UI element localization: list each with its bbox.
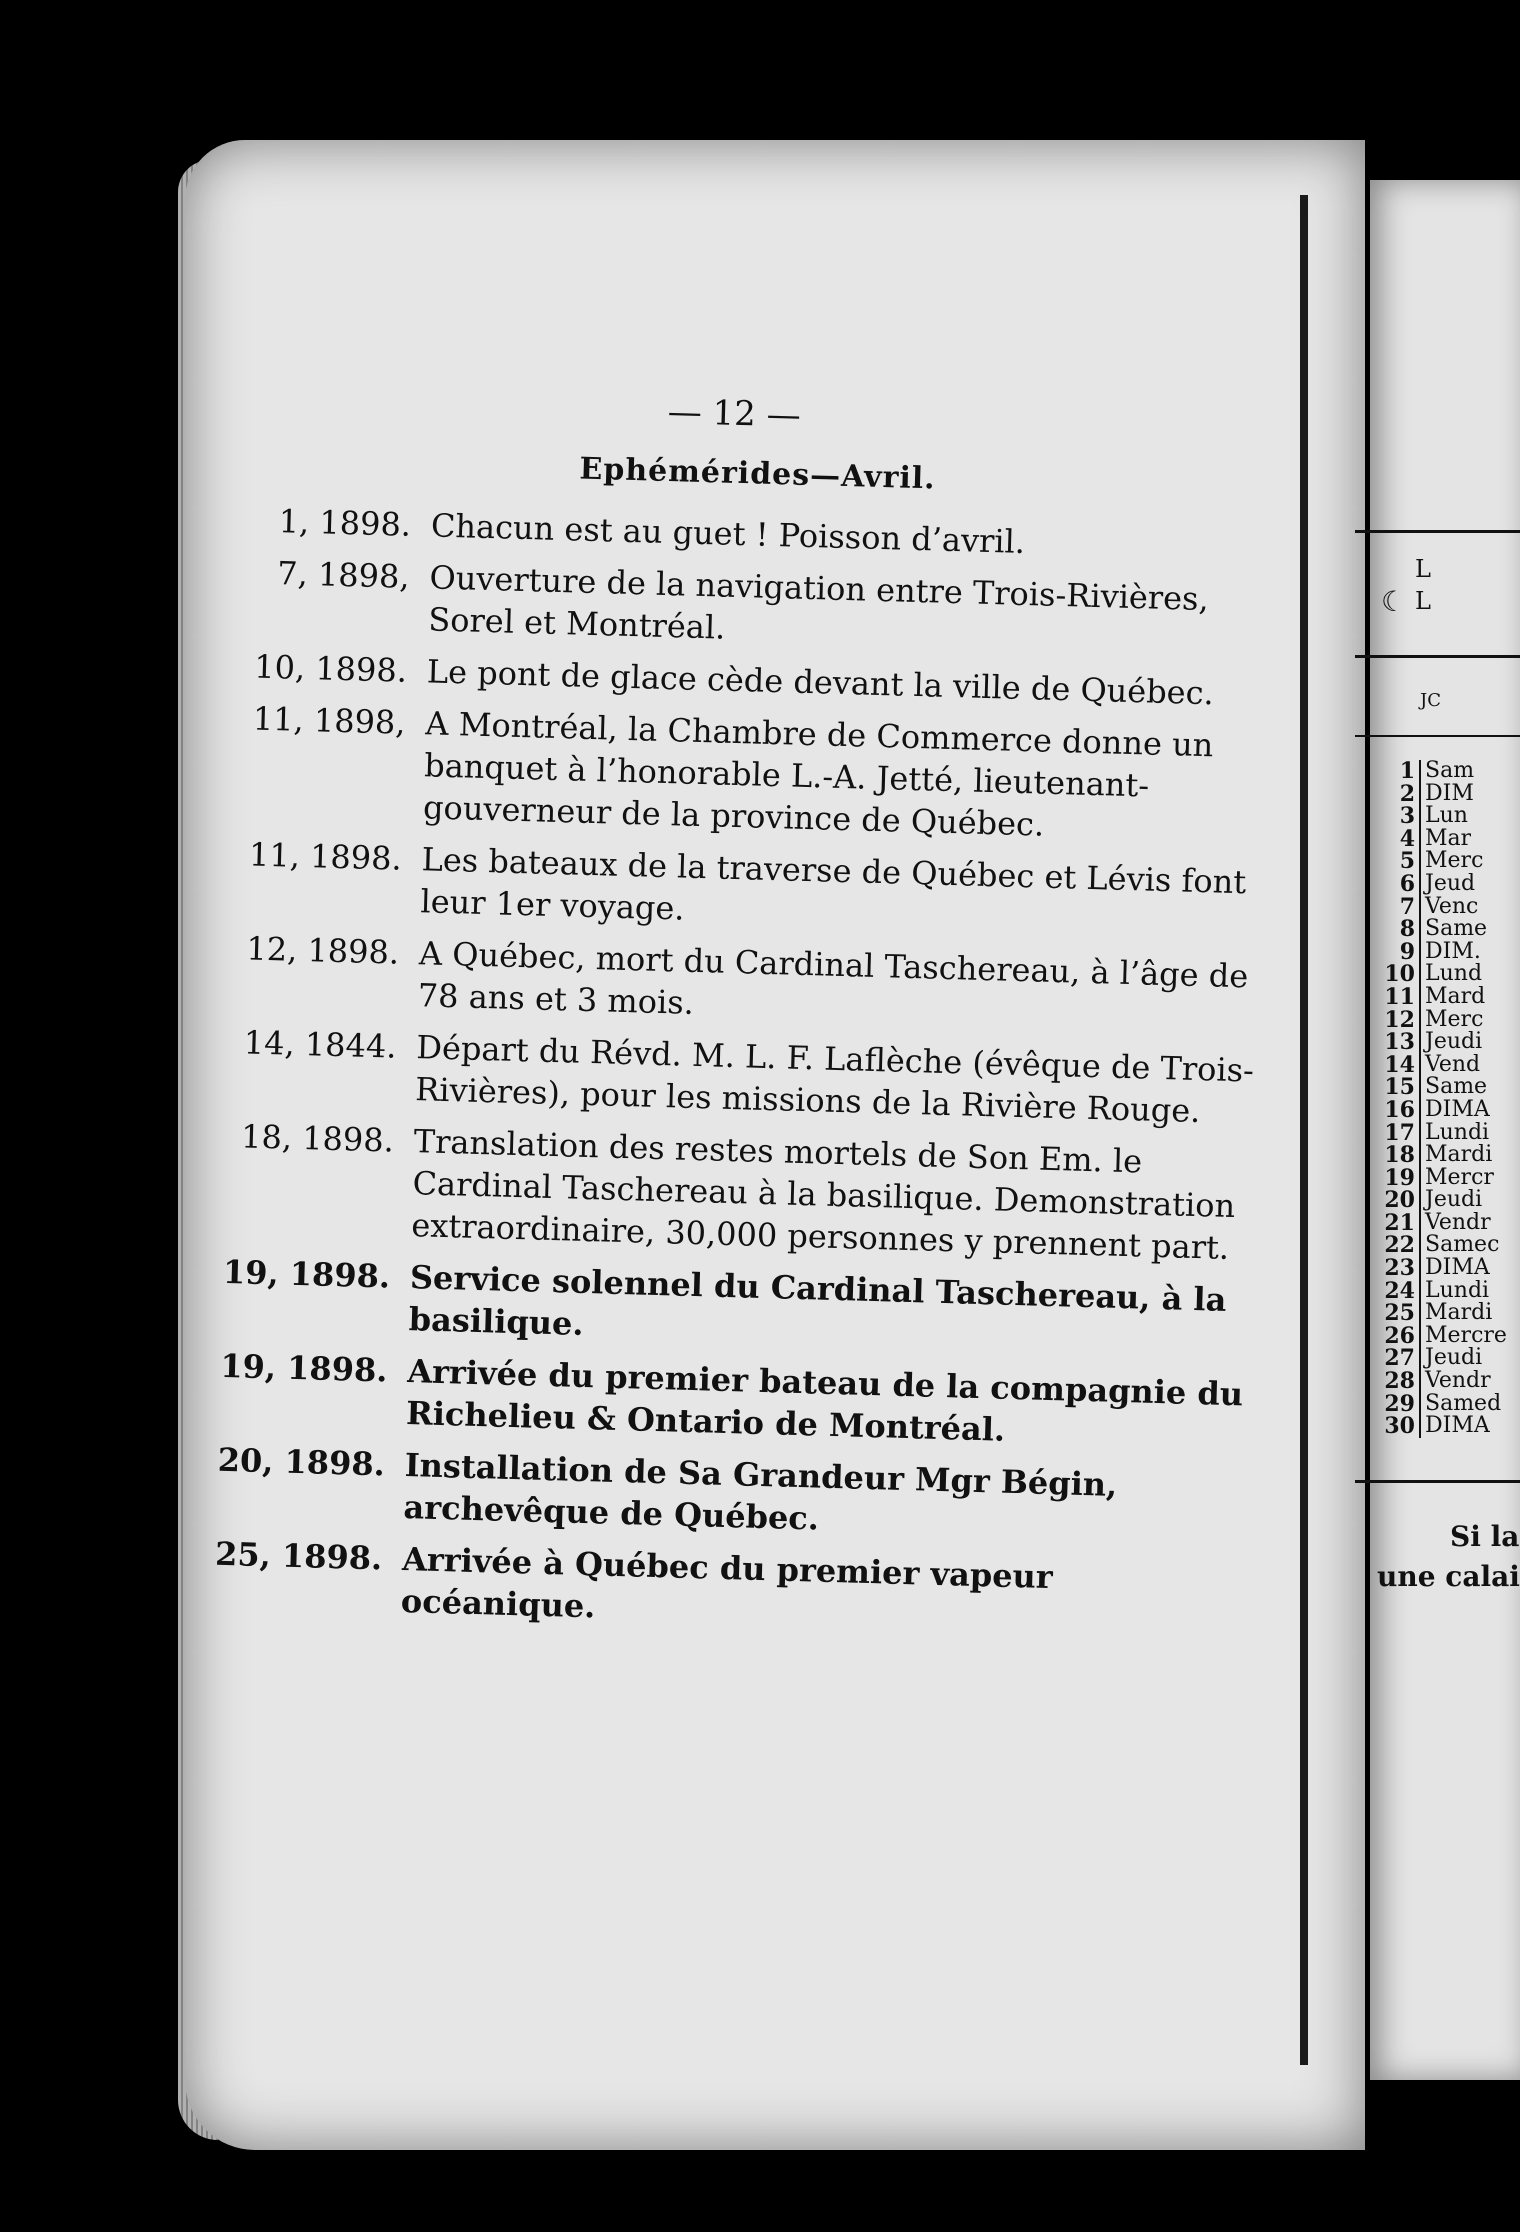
entry-date: 18, 1898. [240,1117,395,1160]
calendar-day-row [1365,983,1520,1010]
calendar-day-row [1365,1096,1520,1123]
calendar-day-number: 4 [1365,828,1421,851]
entry-date: 25, 1898. [214,1534,383,1578]
entry-text: Chacun est au guet ! Poisson d’avril. [430,506,1026,561]
page-number: — 12 — [667,391,802,436]
calendar-day-name: Jeud [1425,872,1476,896]
ephemeris-entry [228,697,1281,852]
calendar-day-name: Lund [1425,963,1483,986]
entry-date: 7, 1898, [276,554,411,596]
calendar-day-list [1365,760,1520,1438]
calendar-day-row [1365,1322,1520,1349]
calendar-day-name: Lun [1425,805,1468,828]
calendar-note-line-2: une calai [1377,1560,1520,1593]
calendar-day-number: 29 [1365,1393,1421,1416]
calendar-day-row [1365,1415,1520,1438]
calendar-day-row [1365,1189,1520,1212]
calendar-day-number: 27 [1365,1347,1421,1370]
ephemeris-entry [220,1021,1272,1134]
calendar-day-number: 12 [1365,1009,1421,1032]
calendar-day-name: Merc [1425,1008,1484,1032]
calendar-day-name: Mercr [1425,1166,1494,1190]
calendar-day-row [1365,870,1520,897]
entry-text: Service solennel du Cardinal Taschereau, à la basilique. [408,1258,1227,1343]
calendar-day-name: DIMA [1425,1098,1490,1122]
ephemeris-entry [205,1533,1257,1646]
calendar-day-name: Samed [1425,1392,1502,1416]
calendar-day-number: 18 [1365,1144,1421,1167]
calendar-header: L [1415,555,1431,583]
calendar-day-number: 30 [1365,1415,1421,1438]
calendar-day-name: Venc [1425,895,1479,919]
calendar-day-name: Jeudi [1425,1189,1483,1212]
entry-text: Les bateaux de la traverse de Québec et Lévis font leur 1er voyage. [419,840,1247,928]
calendar-day-name: Same [1425,1076,1488,1099]
calendar-day-number: 17 [1365,1122,1421,1145]
calendar-day-row [1365,1347,1520,1370]
calendar-day-name: Mar [1425,827,1472,851]
calendar-day-number: 25 [1365,1302,1421,1325]
calendar-day-row [1365,1031,1520,1054]
calendar-day-row [1365,1164,1520,1191]
ephemeris-entry [225,833,1277,946]
calendar-day-row [1365,1390,1520,1417]
calendar-day-name: DIMA [1425,1257,1490,1280]
calendar-day-number: 21 [1365,1212,1421,1235]
ephemeris-entry [233,551,1285,664]
calendar-day-name: Mardi [1425,1144,1493,1167]
calendar-day-name: Lundi [1425,1121,1490,1145]
calendar-day-row [1365,1144,1520,1167]
calendar-day-name: Merc [1425,850,1484,873]
calendar-day-number: 11 [1365,986,1421,1009]
calendar-day-name: Vendr [1425,1370,1491,1393]
ephemeris-entry [216,1115,1269,1270]
calendar-day-row [1365,1234,1520,1257]
ephemeris-entry [213,1251,1265,1364]
calendar-day-row [1365,1119,1520,1146]
calendar-day-number: 10 [1365,963,1421,986]
entry-date: 14, 1844. [243,1023,397,1066]
entry-text: Translation des restes mortels de Son Em. le Cardinal Taschereau à la basilique. Demonstration extraordinaire, 30,000 personnes y prennent part. [410,1122,1236,1267]
calendar-day-name: Same [1425,918,1488,941]
calendar-day-row [1365,918,1520,941]
calendar-day-row [1365,1209,1520,1236]
calendar-day-row [1365,780,1520,807]
calendar-day-row [1365,1302,1520,1325]
entry-text: Départ du Révd. M. L. F. Laflèche (évêque de Trois-Rivières), pour les missions de la Rivière Rouge. [414,1028,1255,1131]
calendar-day-row [1365,1277,1520,1304]
entry-text: Arrivée du premier bateau de la compagnie du Richelieu & Ontario de Montréal. [405,1352,1244,1449]
calendar-day-number: 8 [1365,918,1421,941]
calendar-day-name: Lundi [1425,1279,1490,1303]
calendar-day-number: 14 [1365,1054,1421,1077]
calendar-day-number: 23 [1365,1257,1421,1280]
calendar-bottom-rule [1355,1480,1520,1483]
calendar-day-number: 2 [1365,783,1421,806]
calendar-day-number: 15 [1365,1076,1421,1099]
entry-text: A Québec, mort du Cardinal Taschereau, à l’âge de 78 ans et 3 mois. [417,934,1249,1022]
calendar-day-name: DIMA [1425,1415,1490,1438]
calendar-note-line-1: Si la [1450,1520,1520,1553]
calendar-day-row [1365,893,1520,920]
entry-date: 19, 1898. [222,1252,391,1296]
ephemerides-list [205,499,1286,1646]
calendar-day-name: Mercre [1425,1324,1507,1348]
page-heading: Ephémérides—Avril. [579,451,937,497]
entry-date: 10, 1898. [253,647,408,690]
calendar-day-row [1365,963,1520,986]
entry-date: 11, 1898, [252,699,407,742]
entry-text: Installation de Sa Grandeur Mgr Bégin, archevêque de Québec. [403,1446,1118,1538]
calendar-day-number: 20 [1365,1189,1421,1212]
moon-icon: ☾ [1381,585,1407,618]
calendar-day-name: DIM [1425,782,1474,806]
calendar-day-name: Jeudi [1425,1031,1483,1054]
page-content [205,380,1289,1656]
calendar-day-row [1365,760,1520,783]
entry-date: 11, 1898. [248,835,403,878]
calendar-day-row [1365,1257,1520,1280]
entry-date: 19, 1898. [219,1346,388,1390]
entry-text: A Montréal, la Chambre de Commerce donne un banquet à l’honorable L.-A. Jetté, lieutenant-gouverneur de la province de Québec. [422,704,1214,844]
calendar-day-row [1365,1051,1520,1078]
calendar-day-number: 5 [1365,850,1421,873]
calendar-day-name: Mard [1425,985,1486,1009]
entry-date: 1, 1898. [278,502,412,544]
calendar-rule [1355,655,1520,658]
entry-date: 20, 1898. [217,1440,386,1484]
calendar-day-number: 6 [1365,873,1421,896]
calendar-day-number: 28 [1365,1370,1421,1393]
calendar-column-label: JC [1420,690,1441,711]
page-gutter-line [1300,195,1308,2065]
calendar-day-name: Vendr [1425,1211,1491,1235]
calendar-day-number: 7 [1365,896,1421,919]
calendar-day-number: 9 [1365,941,1421,964]
calendar-day-row [1365,805,1520,828]
calendar-day-number: 24 [1365,1280,1421,1303]
calendar-rule-2 [1355,735,1520,737]
calendar-day-row [1365,938,1520,965]
calendar-day-name: Samec [1425,1234,1500,1258]
ephemeris-entry [208,1439,1260,1552]
calendar-header-2: L [1415,587,1431,615]
calendar-day-name: Vend [1425,1053,1481,1077]
calendar-day-row [1365,825,1520,852]
calendar-day-row [1365,850,1520,873]
entry-date: 12, 1898. [245,929,400,972]
calendar-day-number: 26 [1365,1325,1421,1348]
calendar-day-number: 1 [1365,760,1421,783]
calendar-day-row [1365,1076,1520,1099]
calendar-day-number: 16 [1365,1099,1421,1122]
calendar-day-number: 13 [1365,1031,1421,1054]
ephemeris-entry [222,927,1274,1040]
entry-text: Le pont de glace cède devant la ville de Québec. [426,652,1215,713]
calendar-day-row [1365,1370,1520,1393]
entry-text: Arrivée à Québec du premier vapeur océanique. [400,1539,1054,1626]
calendar-day-name: DIM. [1425,940,1481,964]
calendar-day-number: 19 [1365,1167,1421,1190]
calendar-day-number: 22 [1365,1234,1421,1257]
calendar-day-name: Mardi [1425,1302,1493,1325]
calendar-day-name: Sam [1425,760,1475,783]
calendar-day-row [1365,1006,1520,1033]
calendar-day-name: Jeudi [1425,1347,1483,1371]
calendar-day-number: 3 [1365,805,1421,828]
ephemeris-entry [211,1345,1263,1458]
calendar-top-rule [1355,530,1520,533]
entry-text: Ouverture de la navigation entre Trois-Rivières, Sorel et Montréal. [427,558,1210,647]
